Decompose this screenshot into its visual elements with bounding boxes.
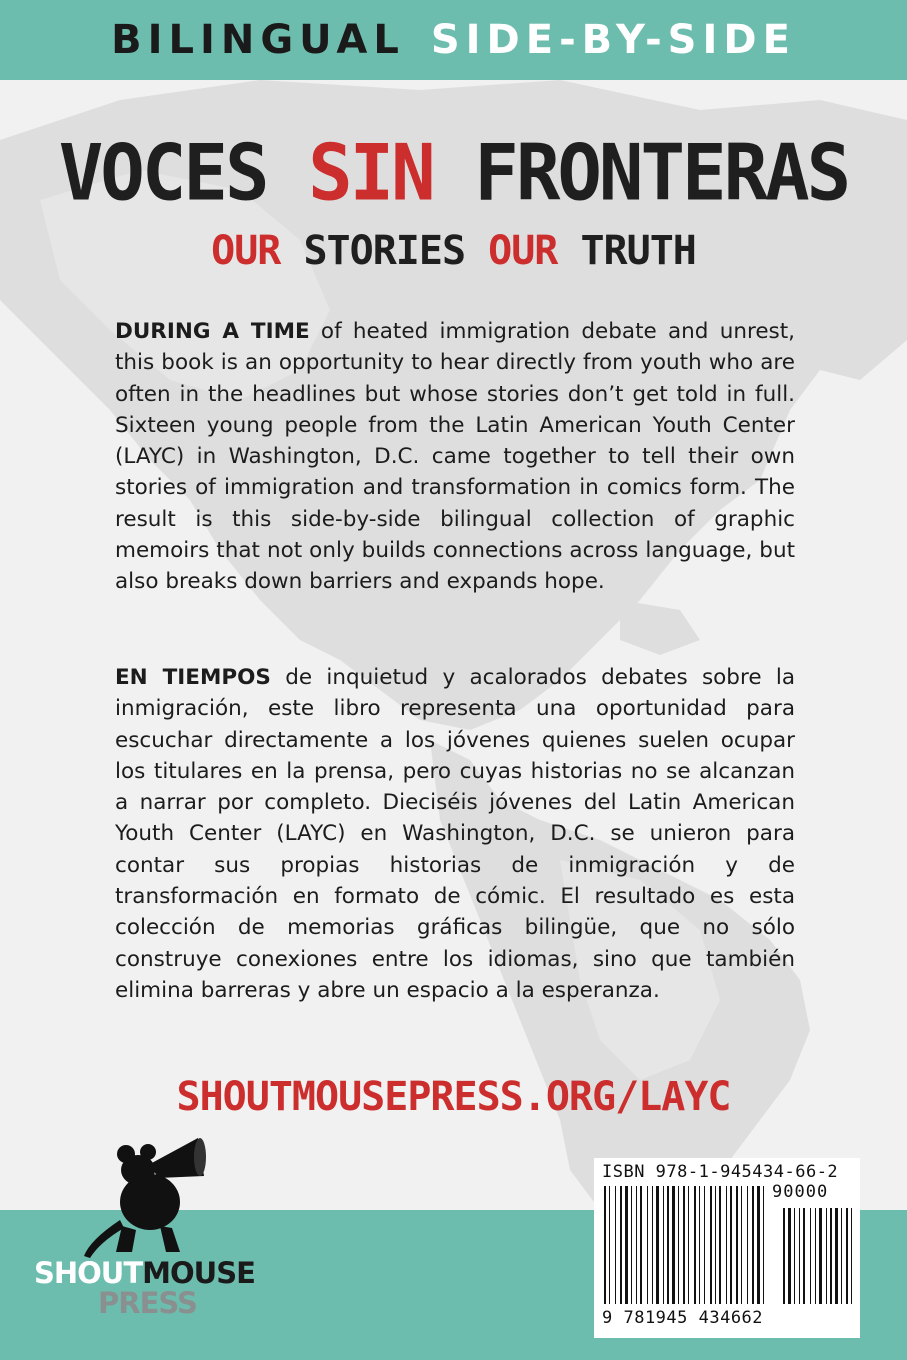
barcode-bars xyxy=(602,1186,854,1308)
spanish-description xyxy=(115,662,795,1006)
barcode-number: 9 781945 434662 xyxy=(602,1308,764,1328)
spanish-lead: EN TIEMPOS xyxy=(115,665,271,690)
book-subtitle xyxy=(0,228,907,274)
subtitle-stories: STORIES xyxy=(280,228,489,274)
website-link: SHOUTMOUSEPRESS.ORG/LAYC xyxy=(176,1074,731,1120)
title-fronteras: FRONTERAS xyxy=(432,127,849,219)
banner-bilingual: BILINGUAL xyxy=(111,17,405,63)
publisher-logo xyxy=(34,1258,255,1318)
english-lead: DURING A TIME xyxy=(115,319,310,344)
subtitle-truth: TRUTH xyxy=(557,228,696,274)
mouse-megaphone-icon xyxy=(80,1130,220,1260)
isbn-barcode xyxy=(594,1158,860,1338)
subtitle-our-1: OUR xyxy=(211,228,281,274)
english-body: of heated immigration debate and unrest, this book is an opportunity to hear directly from youth who are often in the headlines but whose stories don’t get told in full. Sixteen young people from the Latin American Youth Center (LAYC) in Washington, D.C. came together to tell their own stories of immigration and transformation in comics form. The result is this side-by-side bilingual collection of graphic memoirs that not only builds connections across language, but also breaks down barriers and expands hope. xyxy=(115,319,796,595)
banner-side-by-side: SIDE-BY-SIDE xyxy=(430,17,796,63)
top-banner xyxy=(0,0,907,80)
logo-mouse: MOUSE xyxy=(142,1256,255,1290)
title-sin: SIN xyxy=(308,127,433,219)
logo-press: PRESS xyxy=(98,1286,197,1320)
isbn-label: ISBN 978-1-945434-66-2 xyxy=(602,1162,839,1182)
logo-shout: SHOUT xyxy=(34,1256,143,1290)
barcode-price-code: 90000 xyxy=(772,1182,829,1202)
spanish-body: de inquietud y acalorados debates sobre la inmigración, este libro representa una oportunidad para escuchar directamente a los jóvenes quienes suelen ocupar los titulares en la prensa, pero cuyas historias no se alcanzan a narrar por completo. Dieciséis jóvenes del Latin American Youth Center (LAYC) en Washington, D.C. se unieron para contar sus propias historias de inmigración y de transformación en formato de cómic. El resultado es esta colección de memorias gráficas bilingüe, que no sólo construye conexiones entre los idiomas, sino que también elimina barreras y abre un espacio a la esperanza. xyxy=(115,665,795,1003)
book-title xyxy=(0,128,907,218)
english-description xyxy=(115,316,795,598)
subtitle-our-2: OUR xyxy=(488,228,558,274)
title-voces: VOCES xyxy=(58,127,309,219)
